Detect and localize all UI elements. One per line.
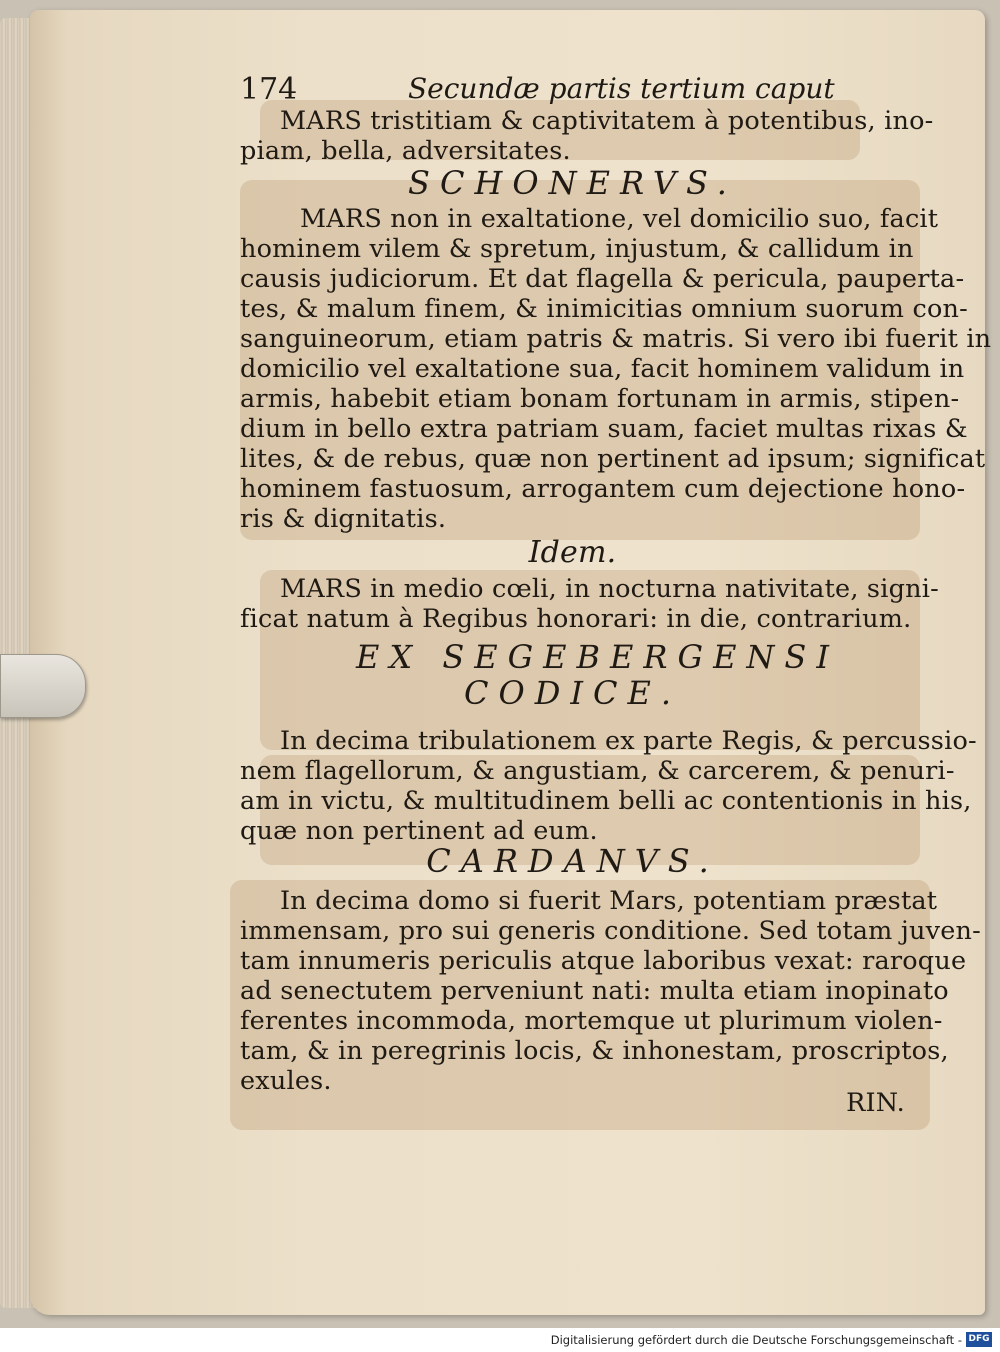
text-line: ris & dignitatis. [240, 504, 447, 534]
text-line: armis, habebit etiam bonam fortunam in armis, stipen- [240, 384, 960, 414]
text-line: hominem fastuosum, arrogantem cum dejectione hono- [240, 474, 966, 504]
footer-bar [0, 1328, 1000, 1352]
catchword: RIN. [846, 1088, 905, 1118]
text-line: sanguineorum, etiam patris & matris. Si vero ibi fuerit in [240, 324, 992, 354]
text-line: MARS in medio cœli, in nocturna nativitate, signi- [280, 574, 939, 604]
text-line: MARS non in exaltatione, vel domicilio suo, facit [300, 204, 939, 234]
text-line: dium in bello extra patriam suam, faciet multas rixas & [240, 414, 968, 444]
text-line: tes, & malum finem, & inimicitias omnium suorum con- [240, 294, 968, 324]
text-line: In decima domo si fuerit Mars, potentiam præstat [280, 886, 938, 916]
text-line: ad senectutem perveniunt nati: multa etiam inopinato [240, 976, 949, 1006]
text-line: am in victu, & multitudinem belli ac contentionis in his, [240, 786, 972, 816]
section-heading: CARDANVS. [426, 842, 719, 880]
text-line: causis judiciorum. Et dat flagella & pericula, pauperta- [240, 264, 965, 294]
text-line: quæ non pertinent ad eum. [240, 816, 598, 846]
text-line: ferentes incommoda, mortemque ut plurimum violen- [240, 1006, 943, 1036]
text-line: domicilio vel exaltatione sua, facit hominem validum in [240, 354, 965, 384]
section-heading: Idem. [528, 535, 617, 570]
page-number: 174 [240, 72, 298, 107]
section-heading: EX SEGEBERGENSI [356, 638, 839, 676]
text-line: MARS tristitiam & captivitatem à potentibus, ino- [280, 106, 934, 136]
text-line: tam, & in peregrinis locis, & inhonestam, proscriptos, [240, 1036, 949, 1066]
text-line: piam, bella, adversitates. [240, 136, 571, 166]
running-title: Secundæ partis tertium caput [408, 72, 835, 105]
text-line: immensam, pro sui generis conditione. Sed totam juven- [240, 916, 981, 946]
text-line: tam innumeris periculis atque laboribus vexat: raroque [240, 946, 967, 976]
text-line: nem flagellorum, & angustiam, & carcerem, & penuri- [240, 756, 955, 786]
dfg-logo-icon: DFG [966, 1332, 992, 1347]
text-line: exules. [240, 1066, 332, 1096]
text-line: In decima tribulationem ex parte Regis, & percussio- [280, 726, 977, 756]
footer-credit: Digitalisierung gefördert durch die Deutsche Forschungsgemeinschaft - [550, 1333, 962, 1347]
text-line: hominem vilem & spretum, injustum, & callidum in [240, 234, 914, 264]
section-heading: SCHONERVS. [408, 164, 737, 202]
text-line: ficat natum à Regibus honorari: in die, contrarium. [240, 604, 912, 634]
text-line: lites, & de rebus, quæ non pertinent ad ipsum; significat [240, 444, 986, 474]
page-clip-tab [0, 654, 86, 718]
section-heading: CODICE. [463, 674, 682, 712]
